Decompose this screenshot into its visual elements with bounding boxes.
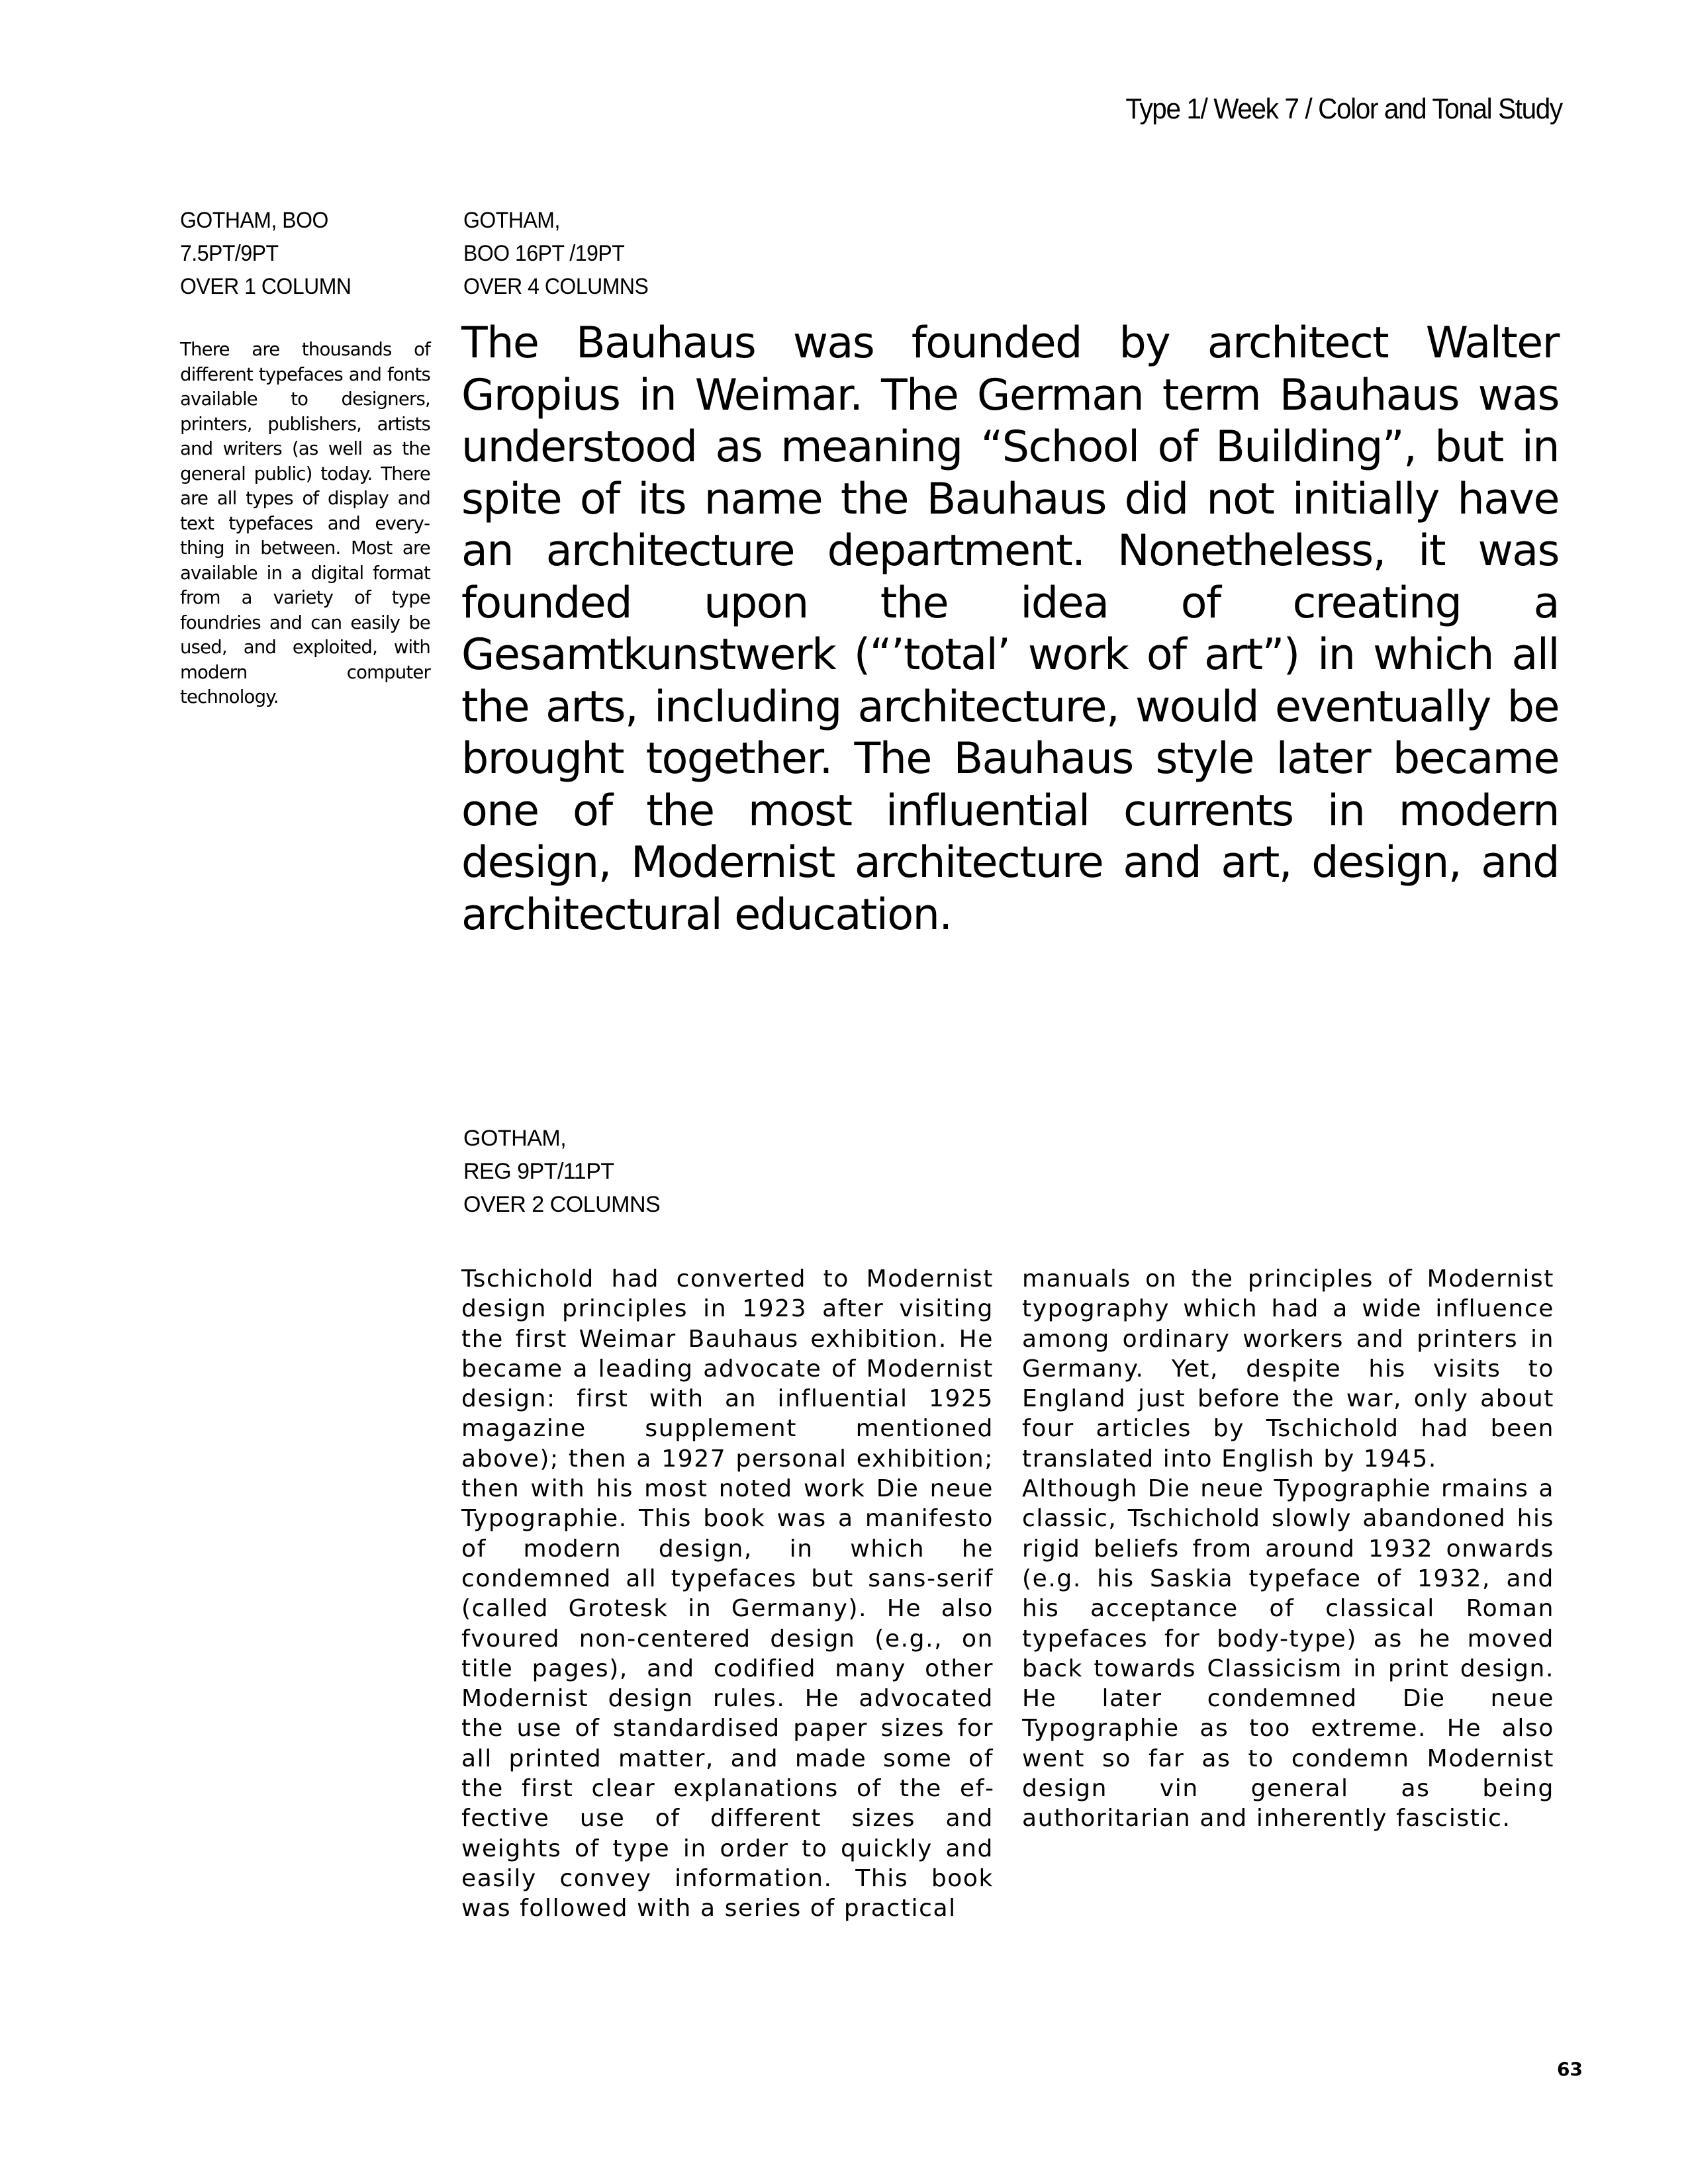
- type-spec-span: OVER 2 COLUMNS: [463, 1192, 661, 1217]
- type-spec-font: GOTHAM,: [463, 208, 560, 233]
- lead-paragraph: The Bauhaus was founded by architect Walter Gropius in Weimar. The German term Bauhaus was understood as meaning “School of Building”, but in spite of its name the Bauhaus did not initially have an architecture department. Nonetheless, it was founded upon the idea of creating a Gesamtkunstwerk (“’total’ work of art”) in which all the arts, including architecture, would eventually be brought together. The Bauhaus style later became one of the most influential currents in modern design, Modernist architecture and art, design, and architectural education.: [461, 318, 1559, 940]
- body-paragraph: Tschichold had converted to Modernist design principles in 1923 after visiting the first Weimar Bauhaus exhibition. He became a leading advocate of Modernist design: first with an influential 1925 magazine supplement mentioned above); then a 1927 personal exhibition; then with his most noted work Die neue Typographie. This book was a manifesto of modern design, in which he condemned all typefaces but sans-serif (called Grotesk in Germany). He also fvoured non-centered design (e.g., on title pages), and codified many other Modernist design rules. He advocated the use of standardised paper sizes for all printed matter, and made some of the first clear explanations of the effective use of different sizes and weights of type in order to quickly and easily convey information. This book was followed with a series of practical: [461, 1265, 994, 1923]
- narrow-column-text: There are thousands of different typefaces and fonts available to designers, printers, publishers, artists and writers (as well as the general public) today. There are all types of display and text typefaces and everything in between. Most are available in a digital format from a variety of type foundries and can easily be used, and exploited, with modern computer technology.: [180, 339, 430, 707]
- type-spec-span: OVER 1 COLUMN: [180, 274, 352, 299]
- body-column-2: [1022, 1264, 1554, 1834]
- type-spec-font: GOTHAM, BOO: [180, 208, 328, 233]
- type-spec-span: OVER 4 COLUMNS: [463, 274, 649, 299]
- body-column-1: [461, 1264, 994, 1924]
- type-spec-narrow-column: [180, 204, 352, 303]
- type-spec-size: BOO 16PT /19PT: [463, 241, 625, 266]
- type-spec-size: 7.5PT/9PT: [180, 241, 279, 266]
- body-paragraph: Although Die neue Typographie rmains a classic, Tschichold slowly abandoned his rigid beliefs from around 1932 onwards (e.g. his Saskia typeface of 1932, and his acceptance of classical Roman typefaces for body-type) as he moved back towards Classicism in print design. He later condemned Die neue Typographie as too extreme. He also went so far as to condemn Modernist design vin general as being authoritarian and inherently fascistic.: [1022, 1475, 1554, 1833]
- type-spec-lead: [463, 204, 648, 303]
- running-header: Type 1/ Week 7 / Color and Tonal Study: [1125, 93, 1562, 125]
- type-spec-font: GOTHAM,: [463, 1126, 567, 1151]
- body-paragraph: manuals on the principles of Modernist typography which had a wide influence among ordinary workers and printers in Germany. Yet, despite his visits to England just before the war, only about four articles by Tschichold had been translated into English by 1945.: [1022, 1265, 1554, 1473]
- type-spec-body: [463, 1122, 660, 1221]
- type-spec-size: REG 9PT/11PT: [463, 1159, 614, 1184]
- page-number: 63: [1557, 2058, 1583, 2080]
